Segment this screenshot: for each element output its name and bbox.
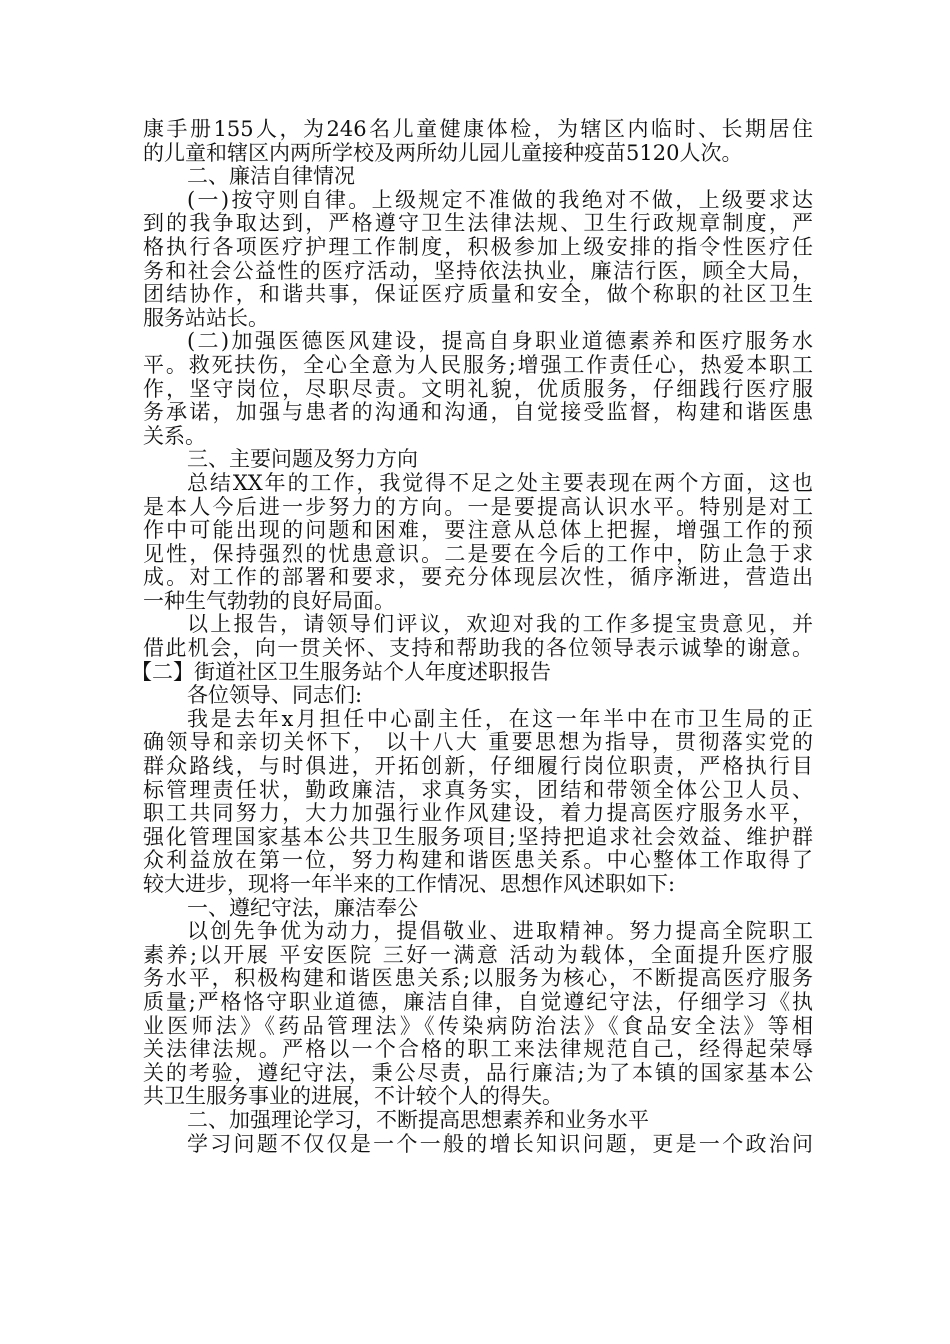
text-line: 康手册155人，为246名儿童健康体检，为辖区内临时、长期居住: [143, 117, 813, 141]
text-line: 职工共同努力，大力加强行业作风建设，着力提高医疗服务水平，: [143, 801, 813, 826]
text-line: 各位领导、同志们:: [187, 683, 363, 708]
text-line: 的儿童和辖区内两所学校及两所幼儿园儿童接种疫苗5120人次。: [143, 140, 743, 165]
text-line: 确领导和亲切关怀下， 以十八大 重要思想为指导，贯彻落实党的: [143, 730, 813, 755]
text-line: 一、遵纪守法，廉洁奉公: [187, 895, 418, 920]
text-line: 较大进步，现将一年半来的工作情况、思想作风述职如下:: [143, 872, 676, 896]
text-line: 群众路线，与时俱进，开拓创新，仔细履行岗位职责，严格执行目: [143, 754, 813, 779]
text-line: 总结XX年的工作，我觉得不足之处主要表现在两个方面，这也: [187, 470, 813, 495]
text-line: 三、主要问题及努力方向: [187, 447, 418, 472]
text-line: 二、加强理论学习，不断提高思想素养和业务水平: [187, 1107, 649, 1132]
text-line: 质量;严格恪守职业道德，廉洁自律，自觉遵纪守法，仔细学习《执: [143, 989, 813, 1014]
text-line: 见性，保持强烈的忧患意识。二是要在今后的工作中，防止急于求: [143, 541, 813, 566]
text-line: 作，坚守岗位，尽职尽责。文明礼貌，优质服务，仔细践行医疗服: [143, 376, 813, 401]
text-line: 关系。: [143, 423, 206, 448]
text-line: 学习问题不仅仅是一个一般的增长知识问题，更是一个政治问: [187, 1131, 813, 1156]
text-line: 格执行各项医疗护理工作制度，积极参加上级安排的指令性医疗任: [143, 234, 813, 259]
text-line: 素养;以开展 平安医院 三好一满意 活动为载体，全面提升医疗服: [143, 942, 813, 967]
text-line: 务和社会公益性的医疗活动，坚持依法执业，廉洁行医，顾全大局，: [143, 258, 813, 283]
text-line: 一种生气勃勃的良好局面。: [143, 588, 395, 613]
text-line: 共卫生服务事业的进展，不计较个人的得失。: [143, 1084, 563, 1109]
text-line: 以上报告，请领导们评议，欢迎对我的工作多提宝贵意见，并: [187, 612, 813, 637]
text-line: (二)加强医德医风建设，提高自身职业道德素养和医疗服务水: [187, 329, 813, 354]
text-line: 团结协作，和谐共事，保证医疗质量和安全，做个称职的社区卫生: [143, 282, 813, 307]
text-line: 标管理责任状，勤政廉洁，求真务实，团结和带领全体公卫人员、: [143, 777, 813, 802]
text-line: 强化管理国家基本公共卫生服务项目;坚持把追求社会效益、维护群: [143, 824, 813, 849]
text-line: 务水平，积极构建和谐医患关系;以服务为核心，不断提高医疗服务: [143, 966, 813, 991]
section-heading: 【二】街道社区卫生服务站个人年度述职报告: [131, 659, 551, 684]
text-line: 是本人今后进一步努力的方向。一是要提高认识水平。特别是对工: [143, 494, 813, 519]
text-line: 二、廉洁自律情况: [187, 164, 355, 189]
text-line: 以创先争优为动力，提倡敬业、进取精神。努力提高全院职工: [187, 919, 813, 944]
text-line: 借此机会，向一贯关怀、支持和帮助我的各位领导表示诚挚的谢意。: [143, 636, 813, 661]
text-line: 服务站站长。: [143, 305, 269, 330]
text-line: 关法律法规。严格以一个合格的职工来法律规范自己，经得起荣辱: [143, 1037, 813, 1062]
document-page: [131, 117, 813, 1156]
text-line: 众利益放在第一位，努力构建和谐医患关系。中心整体工作取得了: [143, 848, 813, 873]
text-line: 平。救死扶伤，全心全意为人民服务;增强工作责任心，热爱本职工: [143, 352, 813, 377]
text-line: 我是去年x月担任中心副主任，在这一年半中在市卫生局的正: [187, 706, 813, 731]
text-line: (一)按守则自律。上级规定不准做的我绝对不做，上级要求达: [187, 187, 813, 212]
text-line: 到的我争取达到，严格遵守卫生法律法规、卫生行政规章制度，严: [143, 211, 813, 236]
text-line: 务承诺，加强与患者的沟通和沟通，自觉接受监督，构建和谐医患: [143, 400, 813, 425]
text-line: 业医师法》《药品管理法》《传染病防治法》《食品安全法》等相: [143, 1013, 813, 1038]
text-line: 作中可能出现的问题和困难，要注意从总体上把握，增强工作的预: [143, 518, 813, 543]
text-line: 成。对工作的部署和要求，要充分体现层次性，循序渐进，营造出: [143, 565, 813, 590]
text-line: 关的考验，遵纪守法，秉公尽责，品行廉洁;为了本镇的国家基本公: [143, 1060, 813, 1085]
